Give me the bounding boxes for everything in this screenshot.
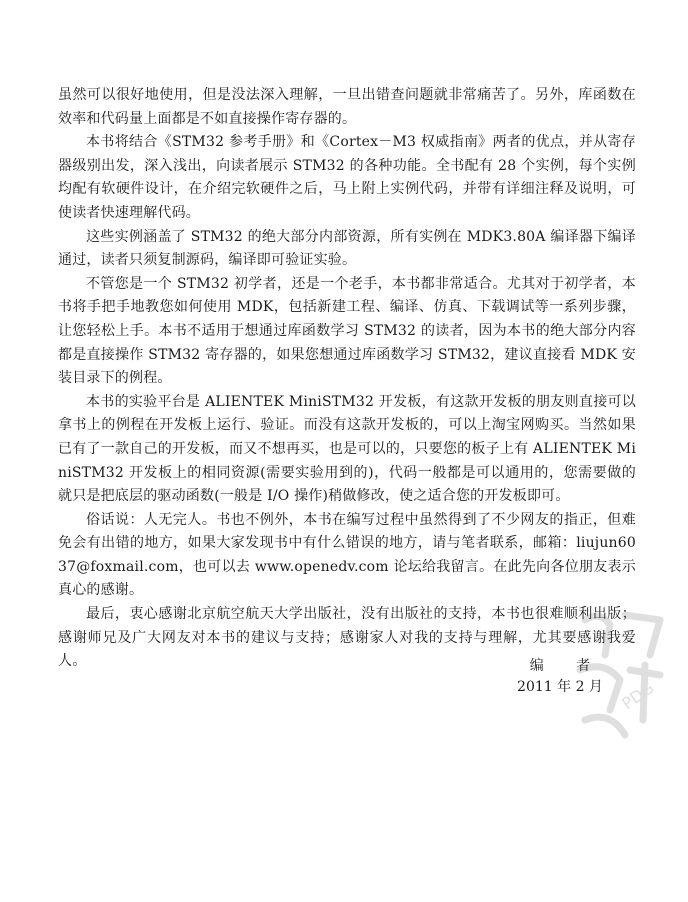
paragraph-feedback: 俗话说：人无完人。书也不例外，本书在编写过程中虽然得到了不少网友的指正，但难免会有出错的地方，如果大家发现书中有什么错误的地方，请与笔者联系，邮箱：liujun6037@foxmail.com，也可以去 www.openedv.com 论坛给我留言。在此先向各位朋友表示真心的感谢。 bbox=[58, 511, 636, 599]
preface-body bbox=[58, 84, 636, 674]
paragraph-platform: 本书的实验平台是 ALIENTEK MiniSTM32 开发板，有这款开发板的朋友则直接可以拿书上的例程在开发板上运行、验证。而没有这款开发板的，可以上淘宝网购买。当然如果已有了一款自己的开发板，而又不想再买，也是可以的，只要您的板子上有 ALIENTEK MiniSTM32 开发板上的相同资源(需要实验用到的)，代码一般都是可以通用的，您需要做的就只是把底层的驱动函数(一般是 I/O 操作)稍做修改，使之适合您的开发板即可。 bbox=[58, 393, 636, 505]
watermark-pdg-label: PDG bbox=[618, 677, 658, 714]
watermark-stamp bbox=[565, 600, 680, 750]
paragraph-examples-coverage: 这些实例涵盖了 STM32 的绝大部分内部资源，所有实例在 MDK3.80A 编译器下编译通过，读者只须复制源码，编译即可验证实验。 bbox=[58, 228, 636, 269]
signature-author: 编 者 bbox=[529, 658, 605, 674]
signature-date: 2011 年 2 月 bbox=[517, 679, 603, 695]
paragraph-audience: 不管您是一个 STM32 初学者，还是一个老手，本书都非常适合。尤其对于初学者，本书将手把手地教您如何使用 MDK，包括新建工程、编译、仿真、下载调试等一系列步骤，让您轻松上手。本书不适用于想通过库函数学习 STM32 的读者，因为本书的绝大部分内容都是直接操作 STM32 寄存器的，如果您想通过库函数学习 STM32，建议直接看 MDK 安装目录下的例程。 bbox=[58, 275, 636, 387]
paragraph-continuation: 虽然可以很好地使用，但是没法深入理解，一旦出错查问题就非常痛苦了。另外，库函数在效率和代码量上面都是不如直接操作寄存器的。 bbox=[58, 87, 636, 127]
paragraph-book-approach: 本书将结合《STM32 参考手册》和《Cortex－M3 权威指南》两者的优点，并从寄存器级别出发，深入浅出，向读者展示 STM32 的各种功能。全书配有 28 个实例，每个实例均配有软硬件设计，在介绍完软硬件之后，马上附上实例代码，并带有详细注释及说明，可使读者快速理解代码。 bbox=[58, 134, 636, 221]
paragraph-acknowledgements: 最后，衷心感谢北京航空航天大学出版社，没有出版社的支持，本书也很难顺利出版；感谢师兄及广大网友对本书的建议与支持；感谢家人对我的支持与理解，尤其要感谢我爱人。 bbox=[58, 606, 636, 670]
